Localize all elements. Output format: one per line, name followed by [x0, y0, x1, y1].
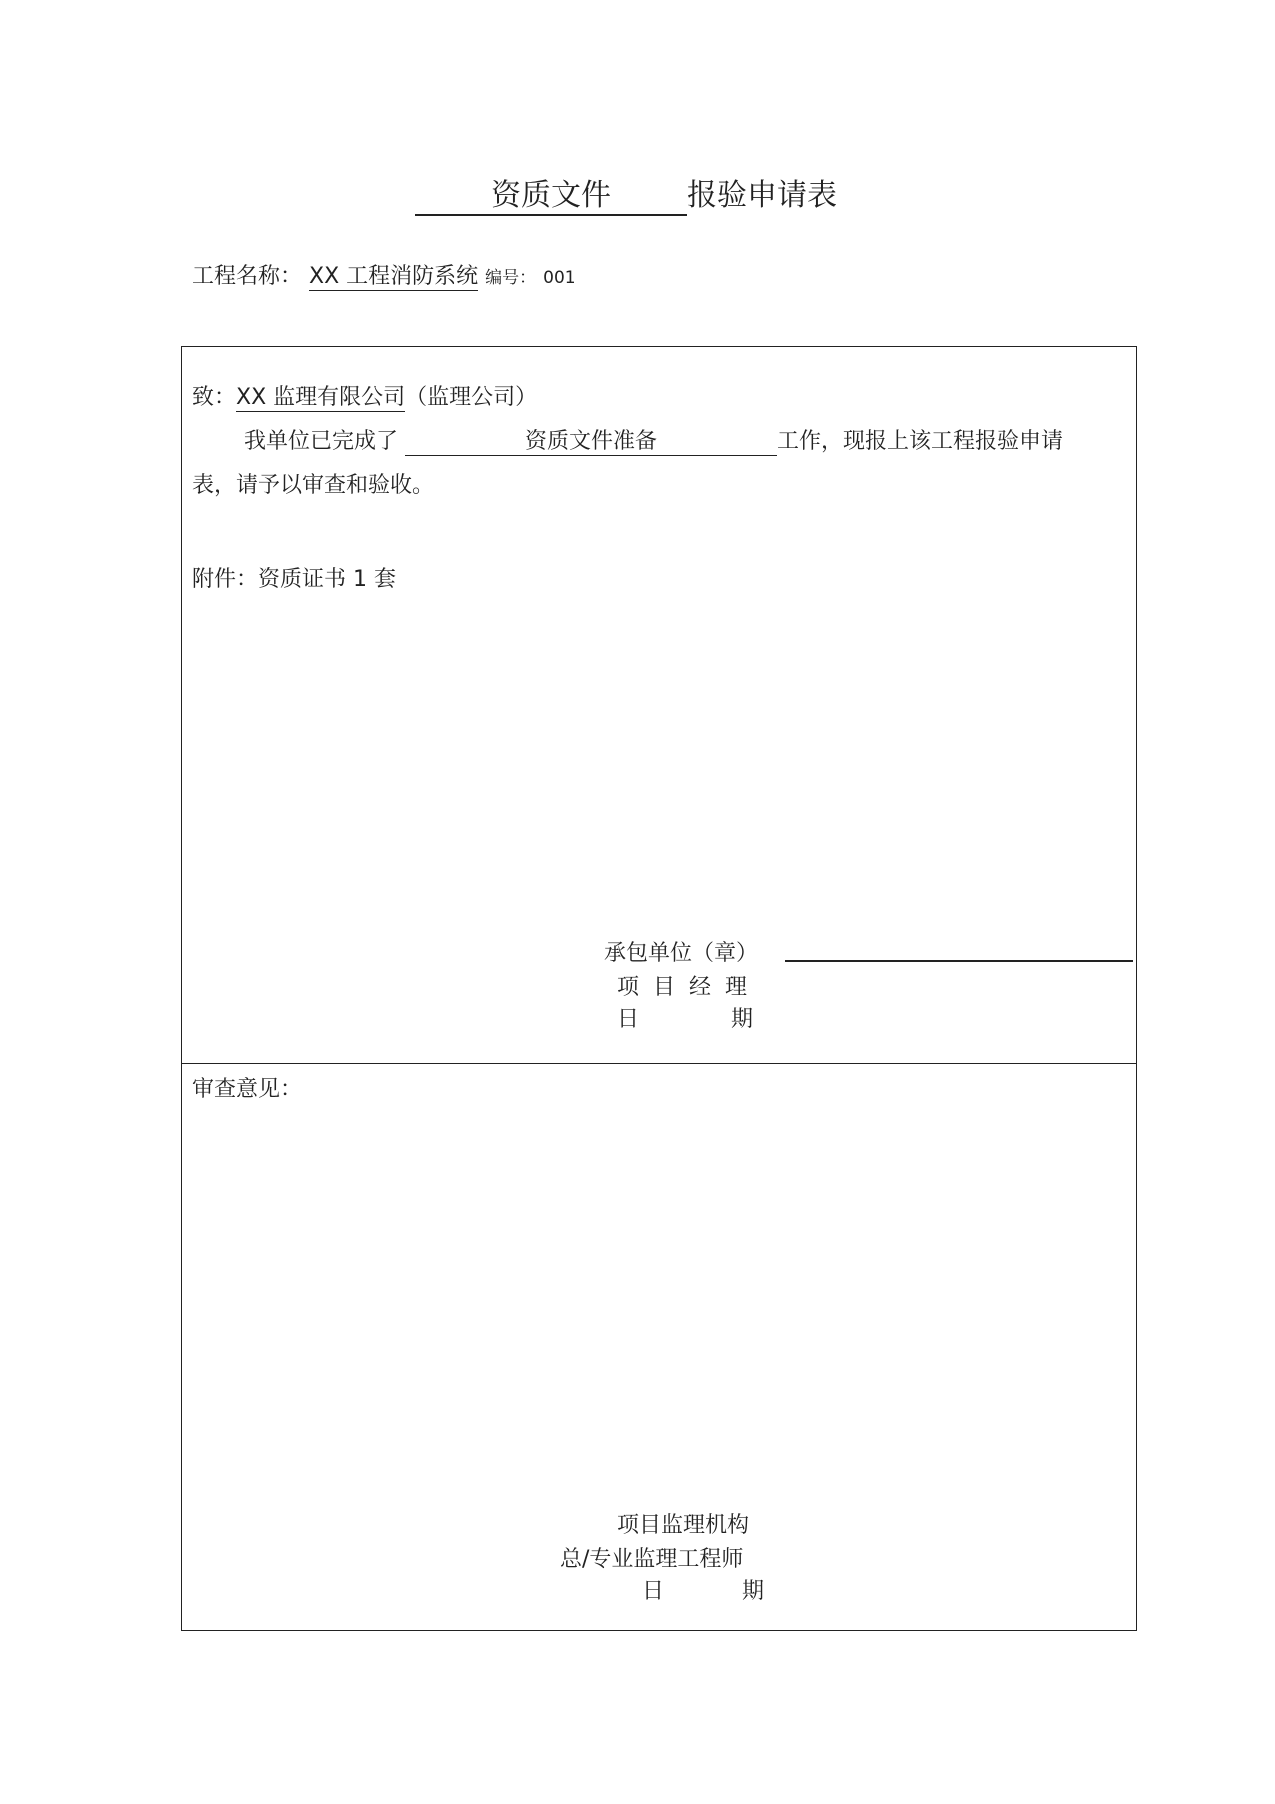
body-suffix: 工作，现报上该工程报验申请: [777, 429, 1064, 454]
body-prefix: 我单位已完成了: [244, 429, 399, 454]
contractor-seal-label: 承包单位（章）: [604, 941, 759, 966]
project-manager-label: 项目经理: [617, 975, 762, 1000]
title-suffix: 报验申请表: [687, 178, 837, 213]
project-code-value: 001: [543, 268, 576, 288]
attachment-line: 附件：资质证书 1 套: [192, 567, 396, 592]
body-line-2: 表，请予以审查和验收。: [192, 473, 435, 498]
contractor-signature-line: [785, 960, 1133, 962]
recipient-company: XX 监理有限公司: [236, 385, 406, 410]
review-opinion-label: 审查意见：: [192, 1077, 303, 1102]
recipient-suffix: （监理公司）: [405, 385, 538, 410]
section-divider: [182, 1063, 1136, 1064]
date-char-ri: 日: [617, 1007, 640, 1032]
recipient-label: 致：: [192, 385, 237, 410]
date-char-qi: 期: [742, 1579, 765, 1604]
body-line-1: [244, 427, 1063, 457]
recipient-line: [192, 383, 537, 413]
date-char-ri: 日: [642, 1579, 665, 1604]
date-char-qi: 期: [731, 1007, 754, 1032]
project-code-label: 编号：: [485, 268, 537, 288]
project-name-label: 工程名称：: [192, 264, 303, 289]
completed-work-field: 资质文件准备: [405, 429, 777, 456]
supervision-org-label: 项目监理机构: [617, 1513, 750, 1538]
project-name-value: XX 工程消防系统: [309, 264, 479, 289]
project-row: [192, 262, 576, 293]
form-table: [181, 346, 1137, 1631]
supervision-engineer-label: 总/专业监理工程师: [560, 1547, 744, 1572]
title-blank-field: 资质文件: [415, 178, 687, 216]
